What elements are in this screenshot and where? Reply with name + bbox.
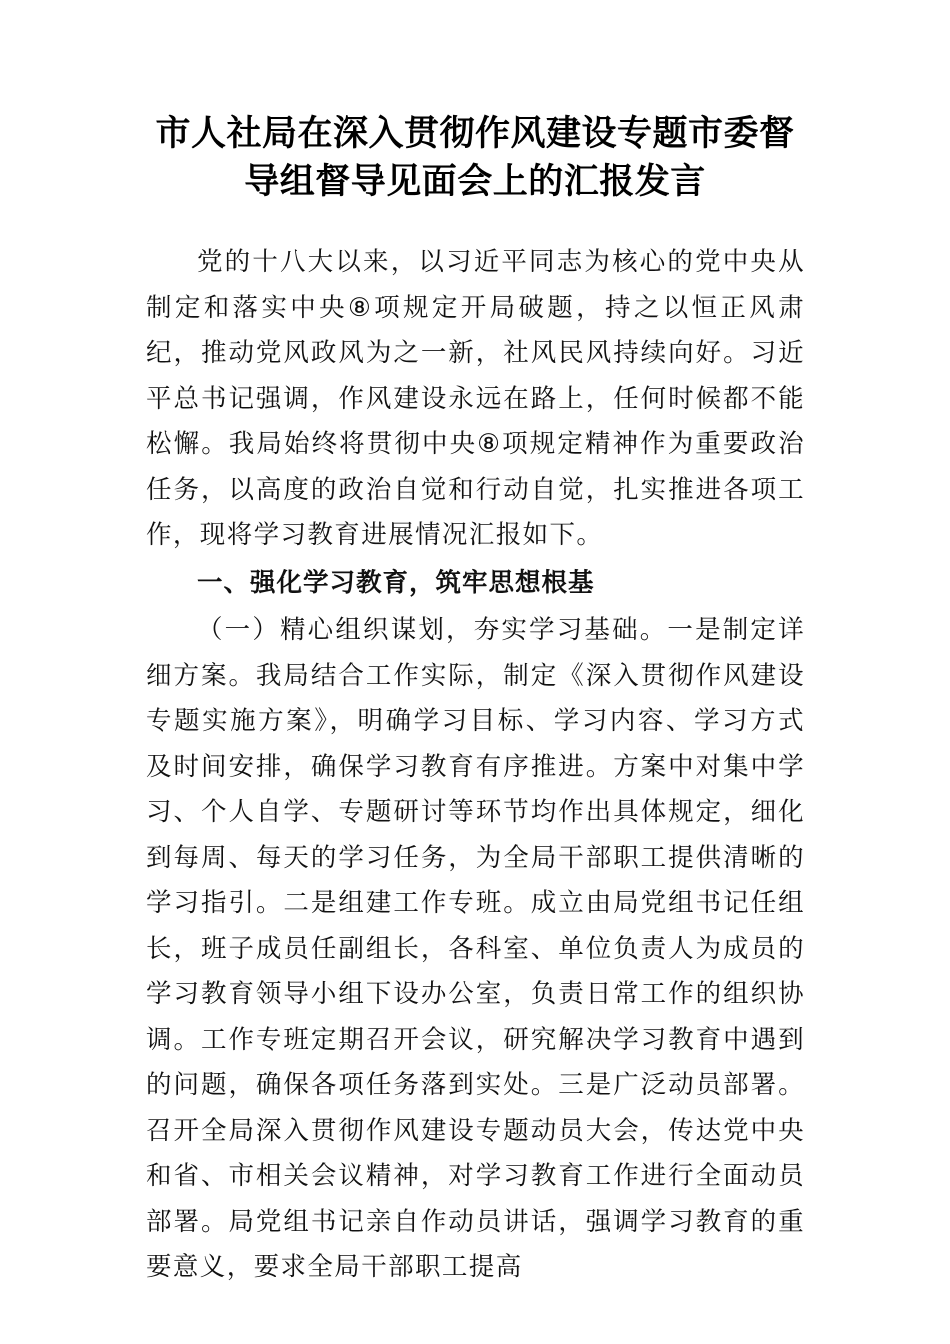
section-1-paragraph-1: （一）精心组织谋划，夯实学习基础。一是制定详细方案。我局结合工作实际，制定《深入贯彻作风建设专题实施方案》，明确学习目标、学习内容、学习方式及时间安排，确保学习教育有序推进。方案中对集中学习、个人自学、专题研讨等环节均作出具体规定，细化到每周、每天的学习任务，为全局干部职工提供清晰的学习指引。二是组建工作专班。成立由局党组书记任组长，班子成员任副组长，各科室、单位负责人为成员的学习教育领导小组下设办公室，负责日常工作的组织协调。工作专班定期召开会议，研究解决学习教育中遇到的问题，确保各项任务落到实处。三是广泛动员部署。召开全局深入贯彻作风建设专题动员大会，传达党中央和省、市相关会议精神，对学习教育工作进行全面动员部署。局党组书记亲自作动员讲话，强调学习教育的重要意义，要求全局干部职工提高: [146, 615, 805, 1282]
section-1-heading: 一、强化学习教育，筑牢思想根基: [197, 567, 595, 598]
title-line-2: 导组督导见面会上的汇报发言: [244, 161, 706, 202]
document-body: [146, 240, 805, 1291]
document-title: [100, 110, 850, 206]
intro-paragraph: 党的十八大以来，以习近平同志为核心的党中央从制定和落实中央⑧项规定开局破题，持之以恒正风肃纪，推动党风政风为之一新，社风民风持续向好。习近平总书记强调，作风建设永远在路上，任何时候都不能松懈。我局始终将贯彻中央⑧项规定精神作为重要政治任务，以高度的政治自觉和行动自觉，扎实推进各项工作，现将学习教育进展情况汇报如下。: [146, 247, 805, 550]
title-line-1: 市人社局在深入贯彻作风建设专题市委督: [155, 113, 795, 154]
